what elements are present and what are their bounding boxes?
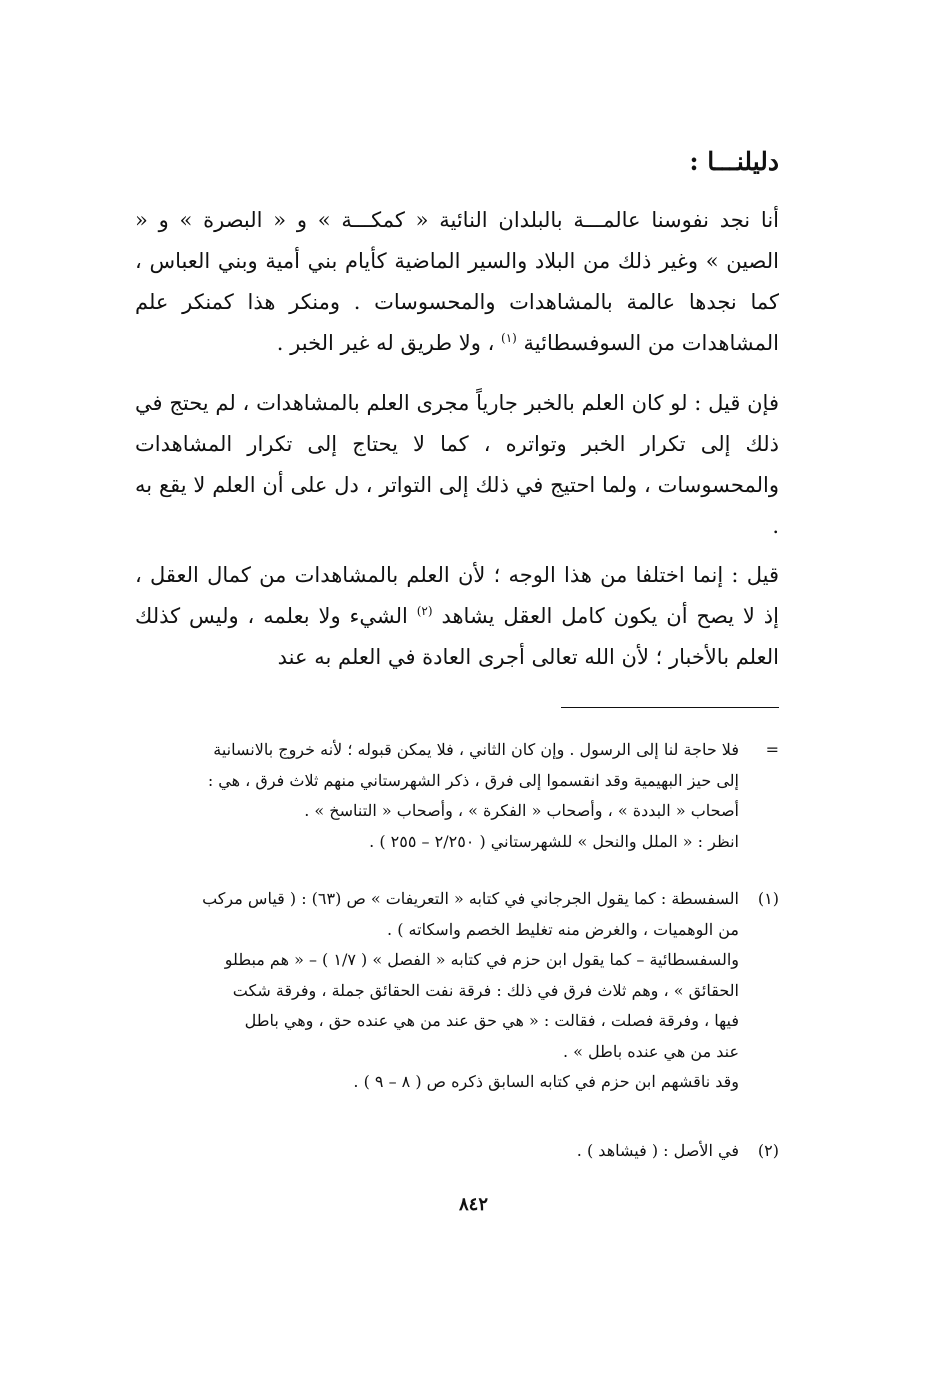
footnote-1-body: [135, 884, 739, 1098]
footnote-line: أصحاب « البددة » ، وأصحاب « الفكرة » ، وأصحاب « التناسخ » .: [304, 801, 739, 820]
paragraph-3: [135, 555, 779, 678]
footnote-ref-1[interactable]: (١): [501, 331, 517, 345]
page-number: ٨٤٢: [458, 1194, 488, 1215]
footnote-line: انظر : « الملل والنحل » للشهرستاني ( ٢/٢٥٠ – ٢٥٥ ) .: [369, 831, 739, 851]
paragraph-1: [135, 200, 779, 364]
footnote-line: من الوهميات ، والغرض منه تغليط الخصم واسكاته ) .: [387, 919, 739, 939]
footnote-line: عند من هي عنده باطل » .: [562, 1041, 739, 1061]
paragraph-3-text: قيل : إنما اختلفا من هذا الوجه ؛ لأن العلم بالمشاهدات من كمال العقل ، إذ لا يصح أن يكون كامل العقل يشاهد: [135, 563, 779, 628]
paragraph-2: فإن قيل : لو كان العلم بالخبر جارياً مجرى العلم بالمشاهدات ، لم يحتج في ذلك إلى تكرار الخبر وتواتره ، كما لا يحتاج إلى تكرار المشاهدات والمحسوسات ، ولما احتيج في ذلك إلى التواتر ، دل على أن العلم لا يقع به .: [135, 391, 779, 538]
footnote-ref-2[interactable]: (٢): [416, 604, 433, 618]
footnote-line: فيها ، وفرقة فصلت ، فقالت : « هي حق عند من هي عنده حق ، وهي باطل: [244, 1011, 739, 1030]
footnote-line: وقد ناقشهم ابن حزم في كتابه السابق ذكره ص ( ٨ – ٩ ) .: [353, 1072, 739, 1091]
footnote-separator: [561, 707, 779, 708]
footnote-line: إلى حيز البهيمية وقد انقسموا إلى فرق ، ذكر الشهرستاني منهم ثلاث فرق ، هي :: [207, 770, 739, 790]
footnote-2: [135, 1136, 779, 1167]
footnote-1: [135, 884, 779, 1098]
footnote-line: السفسطة : كما يقول الجرجاني في كتابه « التعريفات » ص (٦٣) : ( قياس مركب: [202, 889, 739, 908]
paragraph-1-text-end: ، ولا طريق له غير الخبر .: [276, 331, 502, 355]
paragraph-3-text-end: الشيء ولا بعلمه ، وليس كذلك العلم بالأخبار ؛ لأن الله تعالى أجرى العادة في العلم به عند: [135, 604, 779, 669]
footnote-2-body: [135, 1136, 739, 1167]
footnote-continued-body: [135, 735, 739, 857]
footnote-line: فلا حاجة لنا إلى الرسول . وإن كان الثاني ، فلا يمكن قبوله ؛ لأنه خروج بالانسانية: [213, 740, 739, 759]
footnote-2-marker: (٢): [757, 1141, 779, 1160]
section-heading: دليلنـــا :: [689, 147, 779, 176]
footnote-1-marker: (١): [757, 889, 779, 908]
footnote-continued-marker: =: [765, 740, 779, 759]
paragraph-1-text: أنا نجد نفوسنا عالمـــة بالبلدان النائية « كمكـــة » و « البصرة » و « الصين » وغير ذلك من البلاد والسير الماضية كأيام بني أمية وبني العباس ، كما نجدها عالمة بالمشاهدات والمحسوسات . ومنكر هذا كمنكر علم المشاهدات من السوفسطائية: [135, 208, 779, 355]
footnote-line: الحقائق » ، وهم ثلاث فرق في ذلك : فرقة نفت الحقائق جملة ، وفرقة شكت: [232, 980, 739, 1000]
footnote-continued: [135, 735, 779, 857]
footnote-line: والسفسطائية – كما يقول ابن حزم في كتابه « الفصل » ( ١/٧ ) – « هم مبطلو: [224, 950, 739, 969]
footnote-line: في الأصل : ( فيشاهد ) .: [576, 1141, 739, 1160]
